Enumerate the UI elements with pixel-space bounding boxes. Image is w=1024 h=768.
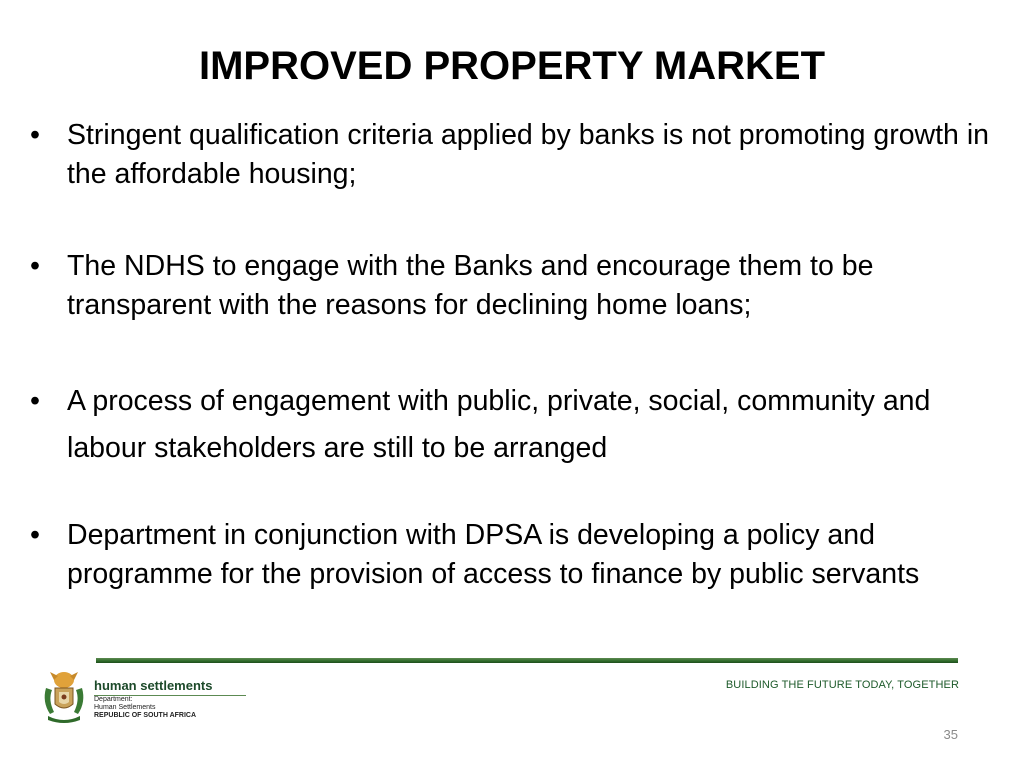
- department-name: human settlements: [94, 678, 246, 696]
- bullet-item: • Department in conjunction with DPSA is developing a policy and programme for the provision of access to finance by public servants: [30, 516, 990, 594]
- country-name: REPUBLIC OF SOUTH AFRICA: [94, 712, 197, 719]
- bullet-list: [30, 116, 990, 594]
- slide-title: IMPROVED PROPERTY MARKET: [199, 44, 825, 88]
- bullet-item: • A process of engagement with public, private, social, community and labour stakeholders are still to be arranged: [30, 378, 990, 472]
- department-wordmark: [94, 678, 246, 720]
- department-label: Department:: [94, 696, 133, 703]
- department-subname: Human Settlements: [94, 704, 156, 711]
- footer-tagline: BUILDING THE FUTURE TODAY, TOGETHER: [725, 679, 959, 691]
- bullet-item: • Stringent qualification criteria applied by banks is not promoting growth in the affordable housing;: [30, 116, 990, 194]
- coat-of-arms-icon: [40, 668, 88, 726]
- slide-number: 35: [943, 727, 958, 742]
- bullet-item: • The NDHS to engage with the Banks and encourage them to be transparent with the reasons for declining home loans;: [30, 247, 990, 325]
- footer-divider: [96, 658, 958, 663]
- department-logo: [40, 668, 250, 728]
